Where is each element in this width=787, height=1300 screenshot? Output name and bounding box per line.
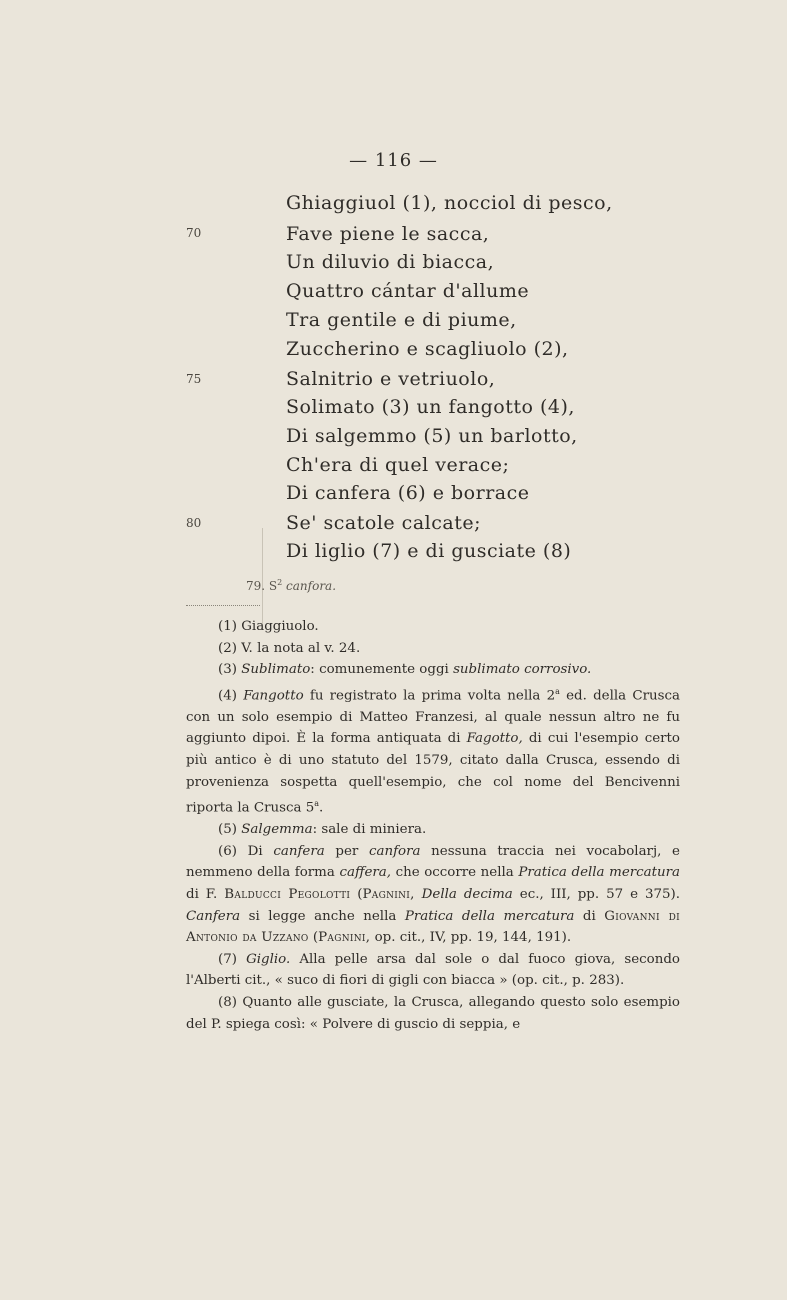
footnotes bbox=[186, 616, 680, 1035]
note-number: (7) bbox=[218, 951, 237, 967]
verse-line: Salnitrio e vetriuolo, bbox=[286, 368, 496, 390]
note-text: ed. della Crusca con un solo esempio di Matteo Franzesi, al quale nessun altro ne fu aggiunto dipoi. È la forma antiquata di bbox=[186, 688, 680, 747]
note-text: che occorre nella bbox=[395, 865, 514, 881]
footnote-3 bbox=[186, 659, 680, 681]
note-text: V. la nota al v. 24. bbox=[241, 640, 361, 656]
variant-prefix: 79. S bbox=[246, 579, 278, 593]
note-text: op. cit., IV, pp. 19, 144, 191). bbox=[374, 930, 572, 946]
note-number: (4) bbox=[218, 688, 237, 704]
note-text: Alla pelle arsa dal sole o dal fuoco giova, secondo l'Alberti cit., « suco di fiori di gigli con biacca » (op. cit., p. 283). bbox=[186, 951, 680, 989]
verse-line: Zuccherino e scagliuolo (2), bbox=[286, 338, 569, 360]
verse-line: Fave piene le sacca, bbox=[286, 223, 490, 245]
note-text: Giaggiuolo. bbox=[241, 619, 319, 634]
note-text: : sale di miniera. bbox=[312, 822, 427, 838]
note-term: Fangotto bbox=[243, 688, 304, 704]
verse-line: Se' scatole calcate; bbox=[286, 512, 481, 534]
note-term: canfera bbox=[273, 843, 325, 859]
note-text: ec., III, pp. 57 e 375). bbox=[519, 887, 681, 903]
note-term: caffera, bbox=[339, 865, 392, 881]
note-text: per bbox=[335, 843, 359, 859]
note-number: (1) bbox=[218, 619, 237, 634]
note-term: Giglio. bbox=[246, 951, 291, 967]
verse-line: Quattro cántar d'allume bbox=[286, 280, 530, 302]
note-author: Pagnini, bbox=[362, 887, 415, 903]
variant-sup: 2 bbox=[277, 578, 283, 587]
note-author: Pagnini, bbox=[318, 930, 371, 946]
verse-line: Un diluvio di biacca, bbox=[286, 251, 495, 273]
note-term: Sublimato bbox=[241, 662, 311, 678]
note-term: sublimato corrosivo. bbox=[453, 662, 592, 678]
verse-line: Ghiaggiuol (1), nocciol di pesco, bbox=[286, 192, 613, 214]
footnote-1 bbox=[186, 616, 680, 638]
footnote-2 bbox=[186, 638, 680, 660]
footnote-4 bbox=[186, 681, 680, 820]
verse-line: Tra gentile e di piume, bbox=[286, 309, 517, 331]
note-text: . bbox=[319, 800, 324, 816]
note-number: (8) bbox=[218, 995, 237, 1011]
note-number: (3) bbox=[218, 662, 237, 678]
verse-line: Ch'era di quel verace; bbox=[286, 454, 510, 476]
note-number: (5) bbox=[218, 822, 237, 838]
note-text: ( bbox=[357, 887, 363, 903]
note-author: Balducci Pegolotti bbox=[224, 887, 351, 903]
page-number: — 116 — bbox=[349, 150, 438, 171]
footnote-7 bbox=[186, 949, 680, 992]
note-text: nessuna traccia nei vocabolarj, e nemmeno della forma bbox=[186, 843, 680, 881]
note-text: Quanto alle gusciate, la Crusca, allegando questo solo esempio del P. spiega così: « Polvere di guscio di seppia, e bbox=[186, 995, 680, 1032]
footnote-6 bbox=[186, 841, 680, 949]
note-term: canfora bbox=[368, 843, 421, 859]
note-text: di F. bbox=[186, 887, 218, 903]
note-sup: a bbox=[314, 799, 320, 809]
note-text: ( bbox=[312, 930, 319, 946]
note-number: (2) bbox=[218, 640, 237, 656]
note-number: (6) bbox=[218, 843, 237, 859]
textual-variant bbox=[246, 578, 336, 593]
footnote-8 bbox=[186, 992, 680, 1035]
note-term: Della decima bbox=[421, 887, 513, 903]
footnote-separator bbox=[186, 605, 260, 606]
line-number: 80 bbox=[186, 516, 202, 530]
note-text: si legge anche nella bbox=[248, 908, 397, 924]
note-text: Di bbox=[247, 843, 263, 859]
verse-line: Di salgemmo (5) un barlotto, bbox=[286, 425, 578, 447]
note-text: : comunemente oggi bbox=[310, 662, 449, 678]
note-text: fu registrato la prima volta nella 2 bbox=[309, 688, 556, 704]
verse-line: Di canfera (6) e borrace bbox=[286, 482, 530, 504]
note-term: Fagotto, bbox=[466, 731, 523, 747]
line-number: 75 bbox=[186, 372, 202, 386]
note-term: Canfera bbox=[186, 908, 241, 924]
variant-word: canfora. bbox=[286, 579, 337, 593]
note-sup: a bbox=[555, 686, 560, 696]
footnote-5 bbox=[186, 819, 680, 841]
note-term: Pratica della mercatura bbox=[518, 865, 681, 881]
note-term: Salgemma bbox=[241, 822, 313, 838]
verse-line: Solimato (3) un fangotto (4), bbox=[286, 396, 575, 418]
note-author: Giovanni di Antonio da Uzzano bbox=[186, 908, 680, 946]
verse-line: Di liglio (7) e di gusciate (8) bbox=[286, 540, 572, 562]
note-text: di bbox=[582, 908, 596, 924]
note-term: Pratica della mercatura bbox=[404, 908, 575, 924]
note-text: di cui l'esempio certo più antico è di uno statuto del 1579, citato dalla Crusca, essendo di provenienza sospetta quell'esempio, che col nome del Bencivenni riporta la Crusca 5 bbox=[186, 731, 680, 816]
line-number: 70 bbox=[186, 226, 202, 240]
